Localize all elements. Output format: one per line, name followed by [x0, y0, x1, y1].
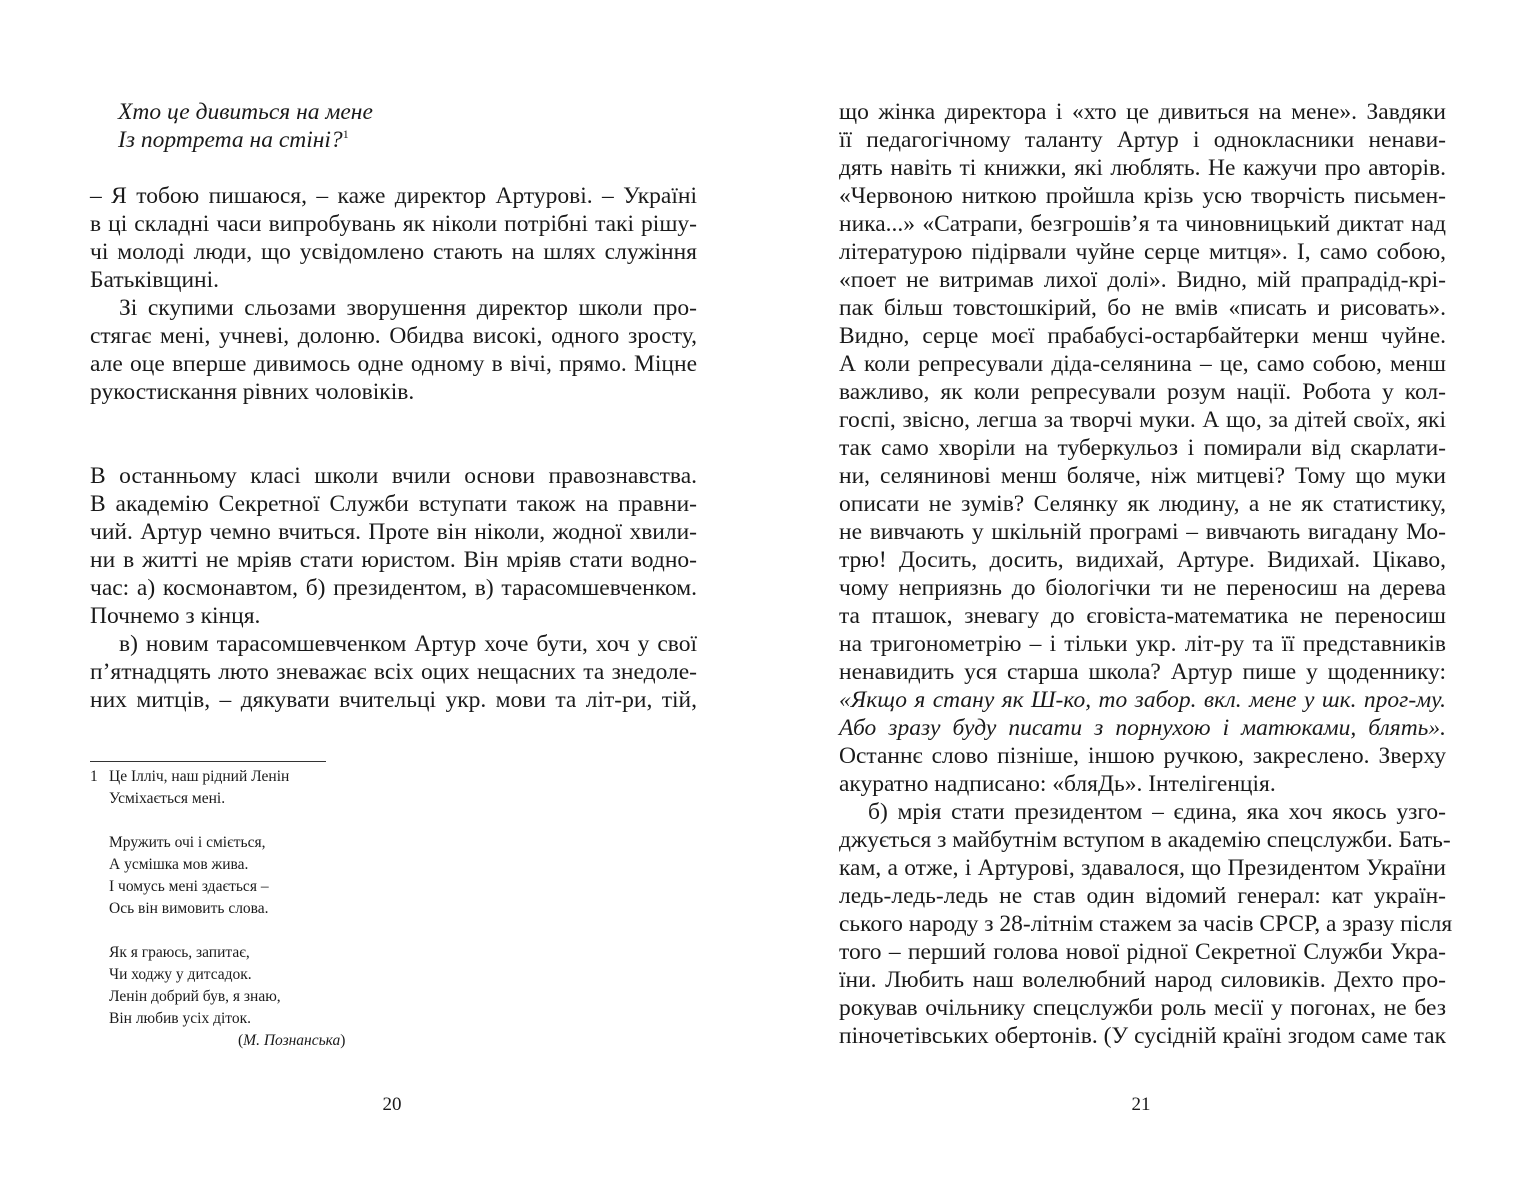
body-line: чому неприязнь до біологічки ти не переносиш на дерева [839, 575, 1446, 601]
footnote-line: Він любив усіх діток. [109, 1010, 251, 1027]
footnote-author: (М. Познанська) [238, 1032, 346, 1049]
body-line: «поет не витримав лихої долі». Видно, мій прапрадід-крі- [839, 267, 1446, 293]
body-line: пак більш товстошкірий, бо не вмів «писать и рисовать». [839, 295, 1446, 321]
body-line: госпі, звісно, легша за творчі муки. А що, за дітей своїх, які [839, 407, 1446, 433]
body-line: Зі скупими сльозами зворушення директор школи про- [119, 295, 697, 321]
footnote-line: І чомусь мені здається – [109, 878, 269, 895]
body-line: в) новим тарасомшевченком Артур хоче бути, хоч у свої [119, 631, 697, 657]
body-line: п’ятнадцять люто зневажає всіх оцих нещасних та знедоле- [90, 659, 697, 685]
body-line: рукостискання рівних чоловіків. [90, 379, 415, 405]
body-line: та пташок, зневагу до єговіста-математика не переносиш [839, 603, 1446, 629]
body-line: але оце вперше дивимось одне одному в вічі, прямо. Міцне [90, 351, 697, 377]
body-line: в ці складні часи випробувань як ніколи потрібні такі рішу- [90, 211, 697, 237]
body-line: Останнє слово пізніше, іншою ручкою, закреслено. Зверху [839, 743, 1446, 769]
body-line: їни. Любить наш волелюбний народ силовиків. Дехто про- [839, 967, 1446, 993]
diary-quote-line: Або зразу буду писати з порнухою і матюками, блять». [839, 715, 1446, 741]
right-page [768, 0, 1536, 1182]
body-line: чі молоді люди, що усвідомлено стають на шлях служіння [90, 239, 697, 265]
body-line: час: а) космонавтом, б) президентом, в) тарасомшевченком. [90, 575, 697, 601]
diary-quote-line: «Якщо я стану як Ш-ко, то забор. вкл. мене у шк. прог-му. [839, 687, 1446, 713]
epigraph-line: Хто це дивиться на мене [118, 99, 373, 125]
body-line: А коли репресували діда-селянина – це, само собою, менш [839, 351, 1446, 377]
body-line: ненавидить уся старша школа? Артур пише у щоденнику: [839, 659, 1446, 685]
footnote-line: Ось він вимовить слова. [109, 900, 269, 917]
footnote-line: Усміхається мені. [109, 790, 226, 807]
body-line: акуратно надписано: «бляДь». Інтелігенція. [839, 771, 1276, 797]
footnote-reference[interactable]: 1 [342, 127, 349, 142]
page-number: 21 [1131, 1094, 1151, 1115]
body-line: ника...» «Сатрапи, безгрошів’я та чиновницький диктат над [839, 211, 1446, 237]
body-line: «Червоною ниткою пройшла крізь усю творчість письмен- [839, 183, 1446, 209]
body-line: ни в житті не мріяв стати юристом. Він мріяв стати водно- [90, 547, 697, 573]
body-line: Батьківщині. [90, 267, 219, 293]
body-line: її педагогічному таланту Артур і однокласники ненави- [839, 127, 1446, 153]
body-line: б) мрія стати президентом – єдина, яка хоч якось узго- [868, 799, 1446, 825]
body-line: ни, селянинові менш боляче, ніж митцеві? Тому що муки [839, 463, 1446, 489]
body-line: В академію Секретної Служби вступати також на правни- [90, 491, 697, 517]
body-line: Почнемо з кінця. [90, 603, 261, 629]
body-line: стягає мені, учневі, долоню. Обидва високі, одного зросту, [90, 323, 697, 349]
body-line: – Я тобою пишаюся, – каже директор Артурові. – Україні [90, 183, 697, 209]
page-number: 20 [382, 1094, 402, 1115]
footnote-number: 1 [90, 768, 98, 785]
footnote-line: А усмішка мов жива. [109, 856, 249, 873]
body-line: трю! Досить, досить, видихай, Артуре. Видихай. Цікаво, [839, 547, 1446, 573]
footnote-line: Як я граюсь, запитає, [109, 944, 250, 961]
body-line: них митців, – дякувати вчительці укр. мови та літ-ри, тій, [90, 687, 697, 713]
body-line: літературою підірвали чуйне серце митця». І, само собою, [839, 239, 1446, 265]
body-line: В останньому класі школи вчили основи правознавства. [90, 463, 697, 489]
body-line: що жінка директора і «хто це дивиться на мене». Завдяки [839, 99, 1446, 125]
body-line: ледь-ледь-ледь не став один відомий генерал: кат україн- [839, 883, 1446, 909]
body-line: чий. Артур чемно вчиться. Проте він ніколи, жодної хвили- [90, 519, 697, 545]
footnote-line: Ленін добрий був, я знаю, [109, 988, 281, 1005]
epigraph-line: Із портрета на стіні?$^1$ [118, 127, 349, 153]
body-line: на тригонометрію – і тільки укр. літ-ру та її представників [839, 631, 1446, 657]
footnote-line: Чи ходжу у дитсадок. [109, 966, 252, 983]
footnote-line: Мружить очі і сміється, [109, 834, 266, 851]
body-line: так само хворіли на туберкульоз і помирали від скарлати- [839, 435, 1446, 461]
body-line: дять навіть ті книжки, які люблять. Не кажучи про авторів. [839, 155, 1446, 181]
body-line: описати не зумів? Селянку як людину, а не як статистику, [839, 491, 1446, 517]
footnote-line: Це Ілліч, наш рідний Ленін [109, 768, 290, 785]
body-line: рокував очільнику спецслужби роль месії у погонах, не без [839, 995, 1446, 1021]
body-line: піночетівських обертонів. (У сусідній країні згодом саме так [839, 1023, 1446, 1049]
footnote-divider [90, 761, 326, 762]
body-line: ського народу з 28-літнім стажем за часів СРСР, а зразу після [839, 911, 1453, 937]
body-line: джується з майбутнім вступом в академію спецслужби. Бать- [839, 827, 1451, 853]
body-line: того – перший голова нової рідної Секретної Служби Укра- [839, 939, 1446, 965]
body-line: кам, а отже, і Артурові, здавалося, що Президентом України [839, 855, 1446, 881]
body-line: не вивчають у шкільній програмі – вивчають вигадану Мо- [839, 519, 1446, 545]
body-line: Видно, серце моєї прабабусі-остарбайтерки менш чуйне. [839, 323, 1446, 349]
body-line: важливо, як коли репресували розум нації. Робота у кол- [839, 379, 1446, 405]
